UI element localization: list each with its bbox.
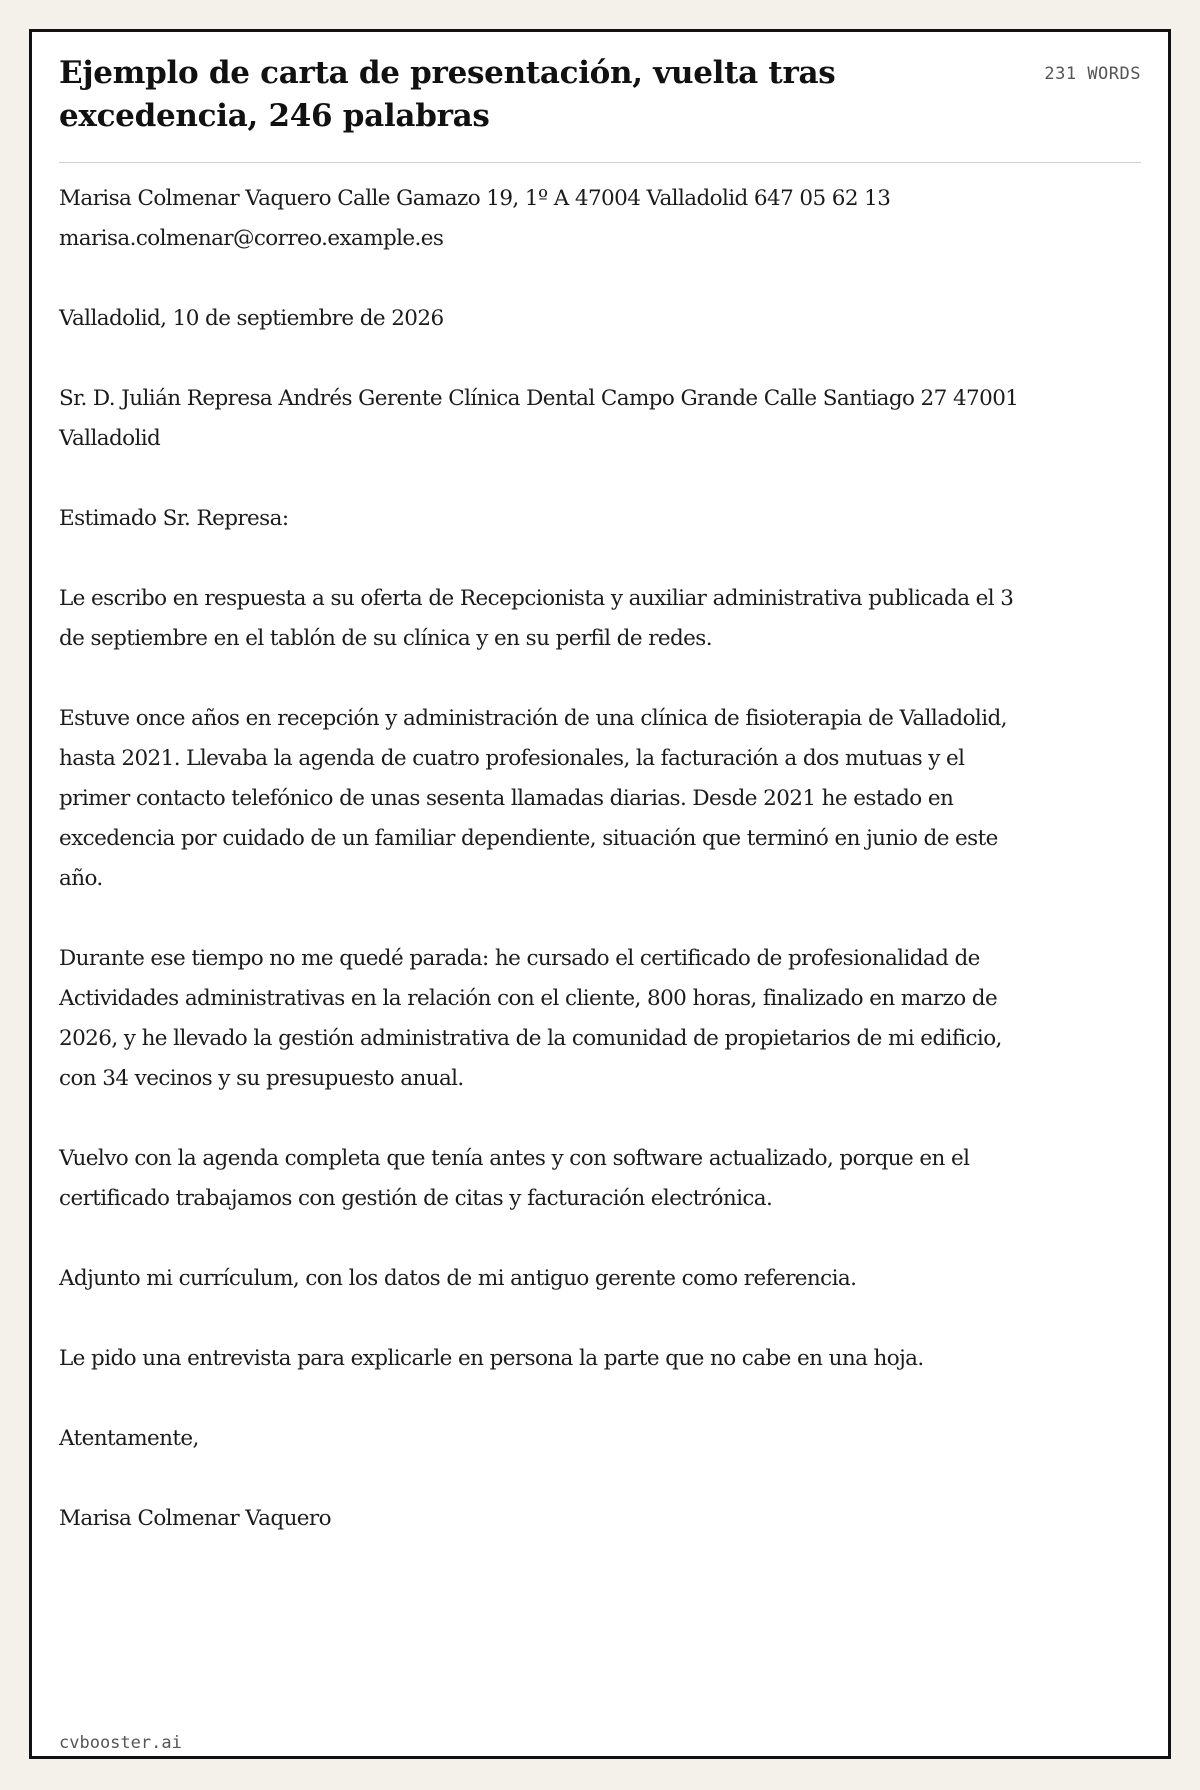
word-count-badge: 231 WORDS (1044, 64, 1141, 84)
body-paragraph: Estuve once años en recepción y administración de una clínica de fisioterapia de Valladolid, hasta 2021. Llevaba la agenda de cuatro profesionales, la facturación a dos mutuas y el primer contacto telefónico de unas sesenta llamadas diarias. Desde 2021 he estado en excedencia por cuidado de un familiar dependiente, situación que terminó en junio de este año. (59, 706, 1007, 891)
body-paragraph: Durante ese tiempo no me quedé parada: he cursado el certificado de profesionalidad de Actividades administrativas en la relación con el cliente, 800 horas, finalizado en marzo de 2026, y he llevado la gestión administrativa de la comunidad de propietarios de mi edificio, con 34 vecinos y su presupuesto anual. (59, 946, 1002, 1091)
body-paragraph: Adjunto mi currículum, con los datos de mi antiguo gerente como referencia. (59, 1266, 857, 1291)
letter-date: Valladolid, 10 de septiembre de 2026 (59, 306, 444, 331)
salutation: Estimado Sr. Represa: (59, 506, 289, 531)
closing: Atentamente, (59, 1426, 199, 1451)
card-header (59, 52, 1141, 163)
body-paragraph: Le pido una entrevista para explicarle en persona la parte que no cabe en una hoja. (59, 1346, 924, 1371)
sender-address: Marisa Colmenar Vaquero Calle Gamazo 19, 1º A 47004 Valladolid 647 05 62 13 marisa.colmenar@correo.example.es (59, 186, 891, 251)
body-paragraph: Vuelvo con la agenda completa que tenía antes y con software actualizado, porque en el certificado trabajamos con gestión de citas y facturación electrónica. (59, 1146, 970, 1211)
body-paragraph: Le escribo en respuesta a su oferta de Recepcionista y auxiliar administrativa publicada el 3 de septiembre en el tablón de su clínica y en su perfil de redes. (59, 586, 1014, 651)
letter-body (59, 179, 1019, 1579)
recipient-address: Sr. D. Julián Represa Andrés Gerente Clínica Dental Campo Grande Calle Santiago 27 47001 Valladolid (59, 386, 1019, 451)
cover-letter-card (29, 29, 1171, 1759)
page-title: Ejemplo de carta de presentación, vuelta tras excedencia, 246 palabras (59, 55, 836, 134)
brand-footer: cvbooster.ai (59, 1733, 182, 1753)
signature-name: Marisa Colmenar Vaquero (59, 1506, 331, 1531)
